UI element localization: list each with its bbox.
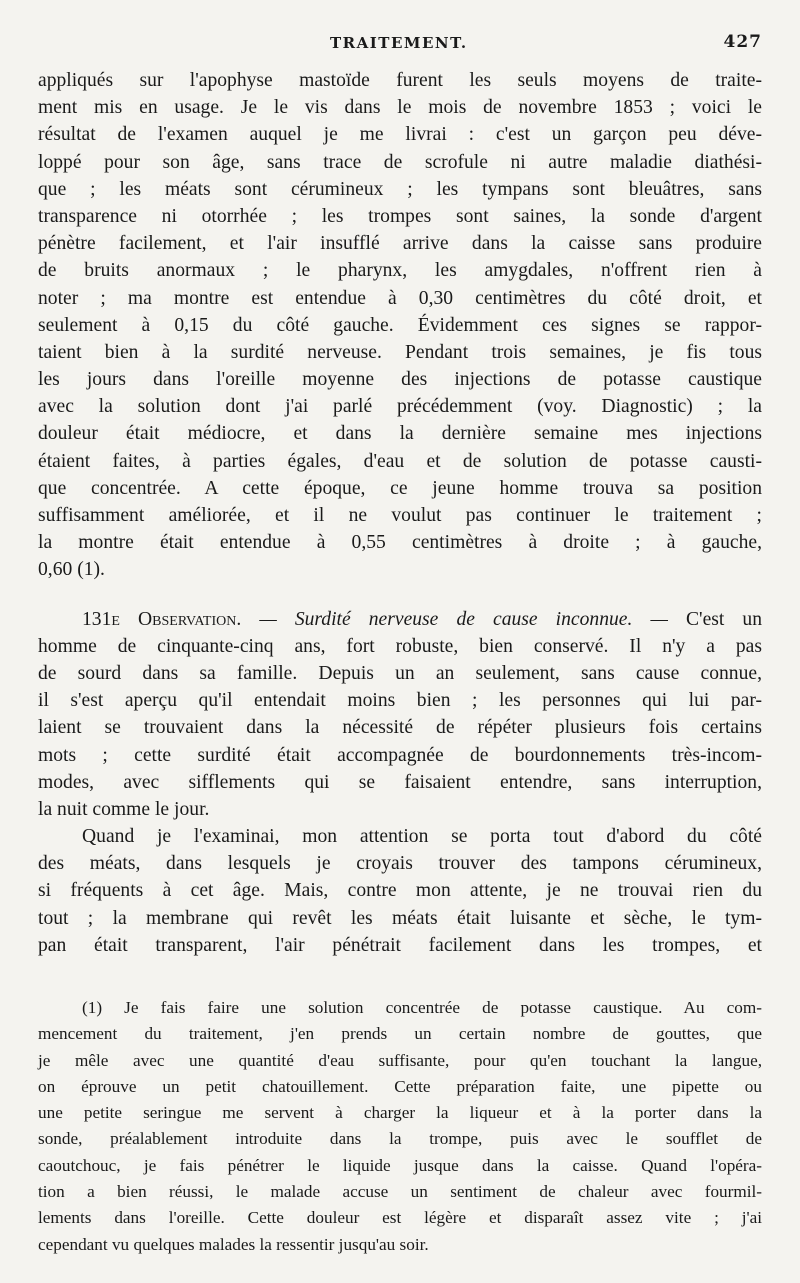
text-line: homme de cinquante-cinq ans, fort robuste, bien conservé. Il n'y a pas — [38, 635, 762, 657]
footnote-line: caoutchouc, je fais pénétrer le liquide jusque dans la caisse. Quand l'opéra- — [38, 1155, 762, 1175]
paragraph-examination — [38, 823, 762, 959]
text-line: tout ; la membrane qui revêt les méats était luisante et sèche, le tym- — [38, 907, 762, 929]
text-line: noter ; ma montre est entendue à 0,30 centimètres du côté droit, et — [38, 287, 762, 309]
text-line: il s'est aperçu qu'il entendait moins bien ; les personnes qui lui par- — [38, 690, 762, 712]
footnote-line: cependant vu quelques malades la ressentir jusqu'au soir. — [38, 1234, 429, 1254]
text-line: que ; les méats sont cérumineux ; les tympans sont bleuâtres, sans — [38, 178, 762, 200]
observation-heading-line — [38, 606, 762, 633]
observation-title: — Surdité nerveuse de cause inconnue. — — [259, 608, 668, 630]
page-number: 427 — [723, 32, 762, 52]
text-line: Quand je l'examinai, mon attention se porta tout d'abord du côté — [82, 826, 762, 848]
text-line: des méats, dans lesquels je croyais trouver des tampons cérumineux, — [38, 853, 762, 875]
page-header — [38, 34, 762, 58]
text-line: la montre était entendue à 0,55 centimètres à droite ; à gauche, — [38, 532, 762, 554]
text-line: pan était transparent, l'air pénétrait facilement dans les trompes, et — [38, 934, 762, 956]
text-line: avec la solution dont j'ai parlé précédemment (voy. Diagnostic) ; la — [38, 396, 762, 418]
text-line: de bruits anormaux ; le pharynx, les amygdales, n'offrent rien à — [38, 260, 762, 282]
text-line: la nuit comme le jour. — [38, 798, 210, 820]
footnote-line: je mêle avec une quantité d'eau suffisante, pour qu'en touchant la langue, — [38, 1050, 762, 1070]
text-line: laient se trouvaient dans la nécessité de répéter plusieurs fois certains — [38, 717, 762, 739]
text-line: seulement à 0,15 du côté gauche. Évidemment ces signes se rappor- — [38, 314, 762, 336]
text-line: résultat de l'examen auquel je me livrai : c'est un garçon peu déve- — [38, 124, 762, 146]
text-line: les jours dans l'oreille moyenne des injections de potasse caustique — [38, 369, 762, 391]
text-line: si fréquents à cet âge. Mais, contre mon attente, je ne trouvai rien du — [38, 880, 762, 902]
text-line: de sourd dans sa famille. Depuis un an seulement, sans cause connue, — [38, 662, 762, 684]
text-line: douleur était médiocre, et dans la dernière semaine mes injections — [38, 423, 762, 445]
paragraph-continuation — [38, 67, 762, 584]
text-line: appliqués sur l'apophyse mastoïde furent les seuls moyens de traite- — [38, 70, 762, 91]
running-title: TRAITEMENT. — [330, 34, 468, 52]
footnote-line: une petite seringue me servent à charger la liqueur et à la porter dans la — [38, 1103, 762, 1123]
observation-label: 131e Observation. — [82, 608, 242, 630]
footnote-line: on éprouve un petit chatouillement. Cette préparation faite, une pipette ou — [38, 1076, 762, 1096]
book-page — [38, 0, 762, 1283]
text-line: transparence ni otorrhée ; les trompes sont saines, la sonde d'argent — [38, 205, 762, 227]
text-line: C'est un — [685, 608, 762, 630]
text-line: modes, avec sifflements qui se faisaient entendre, sans interruption, — [38, 771, 762, 793]
text-line: mots ; cette surdité était accompagnée de bourdonnements très-incom- — [38, 744, 762, 766]
footnote-line: tion a bien réussi, le malade accuse un sentiment de chaleur avec fourmil- — [38, 1182, 762, 1202]
footnote-line: lements dans l'oreille. Cette douleur est légère et disparaît assez vite ; j'ai — [38, 1208, 762, 1228]
text-line: ment mis en usage. Je le vis dans le mois de novembre 1853 ; voici le — [38, 97, 762, 119]
text-line: suffisamment améliorée, et il ne voulut pas continuer le traitement ; — [38, 505, 762, 526]
text-line: pénètre facilement, et l'air insufflé arrive dans la caisse sans produire — [38, 233, 762, 255]
footnote-line: sonde, préalablement introduite dans la trompe, puis avec le soufflet de — [38, 1129, 762, 1149]
footnote-line: (1) Je fais faire une solution concentrée de potasse caustique. Au com- — [82, 998, 762, 1017]
observation-131 — [38, 606, 762, 824]
footnote — [38, 995, 762, 1258]
text-line: taient bien à la surdité nerveuse. Pendant trois semaines, je fis tous — [38, 341, 762, 363]
text-line: loppé pour son âge, sans trace de scrofule ni autre maladie diathési- — [38, 151, 762, 173]
text-line: 0,60 (1). — [38, 559, 105, 581]
footnote-line: mencement du traitement, j'en prends un certain nombre de gouttes, que — [38, 1024, 762, 1044]
text-line: que concentrée. A cette époque, ce jeune homme trouva sa position — [38, 477, 762, 499]
text-line: étaient faites, à parties égales, d'eau et de solution de potasse causti- — [38, 450, 762, 472]
body-text — [38, 67, 762, 959]
